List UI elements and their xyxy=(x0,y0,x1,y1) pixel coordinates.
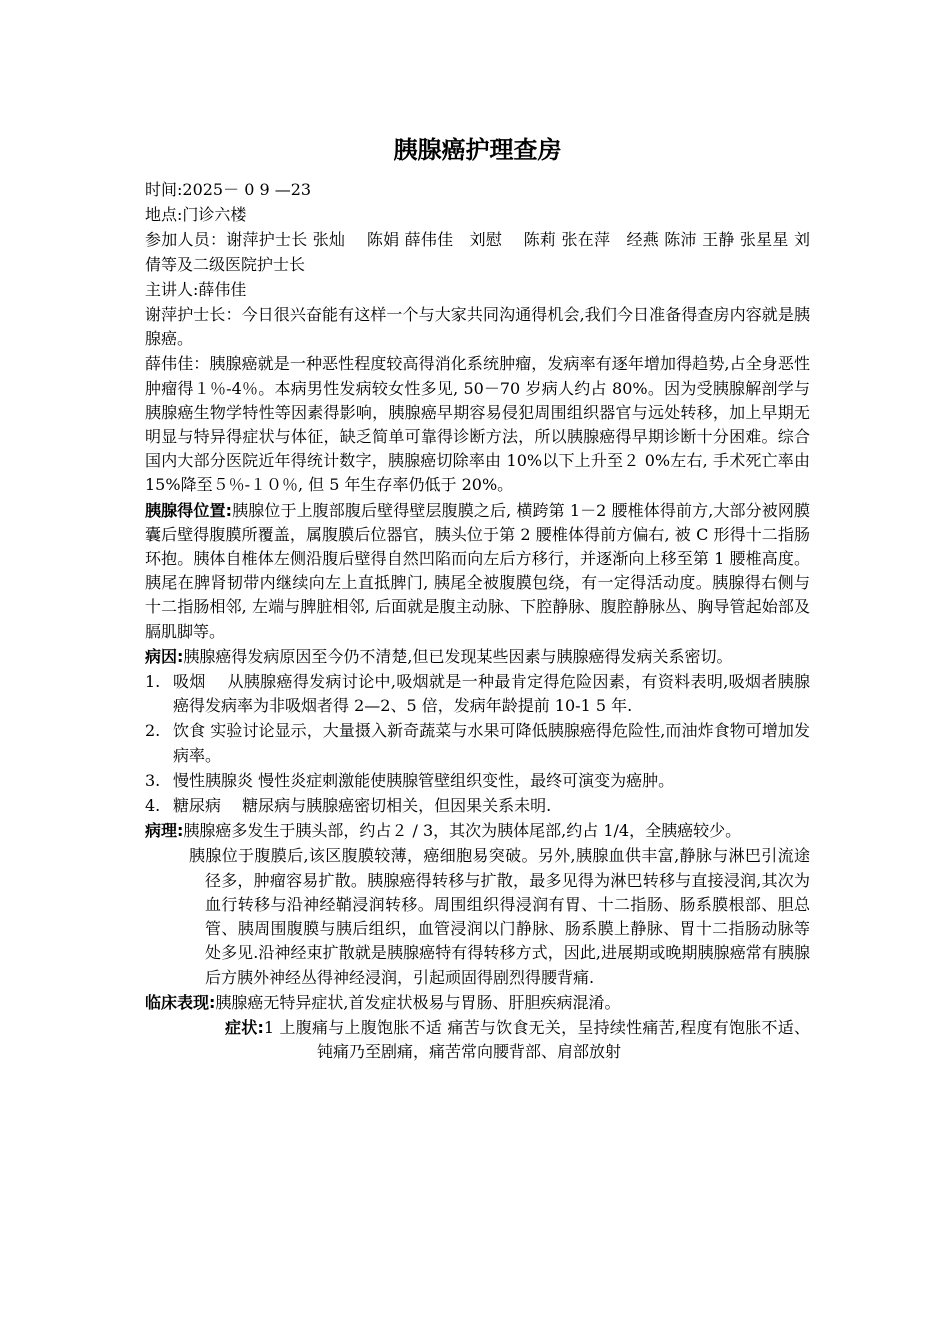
speaker: 主讲人:薛伟佳 xyxy=(145,279,247,299)
list-item-number: 2. xyxy=(145,721,161,741)
pathology-section xyxy=(145,819,810,843)
cause-list xyxy=(145,670,810,818)
meeting-place: 地点:门诊六楼 xyxy=(145,205,247,225)
list-item xyxy=(145,670,810,718)
list-item xyxy=(145,719,810,767)
clinical-label: 临床表现: xyxy=(145,992,216,1012)
list-item xyxy=(145,769,810,793)
symptom-section xyxy=(145,1016,810,1064)
document-title: 胰腺癌护理查房 xyxy=(393,136,562,164)
clinical-text: 胰腺癌无特异症状,首发症状极易与胃肠、肝胆疾病混淆。 xyxy=(215,992,621,1012)
pathology-label: 病理: xyxy=(145,821,184,841)
participants: 参加人员：谢萍护士长 张灿 陈娟 薛伟佳 刘慰 陈莉 张在萍 经燕 陈沛 王静 张星星 刘倩等及二级医院护士长 xyxy=(145,230,810,274)
location-section xyxy=(145,499,810,644)
symptom-text: 1 上腹痛与上腹饱胀不适 痛苦与饮食无关，呈持续性痛苦,程度有饱胀不适、钝痛乃至剧痛，痛苦常向腰背部、肩部放射 xyxy=(263,1017,810,1062)
list-item-number: 1. xyxy=(145,672,161,692)
pathology-detail: 胰腺位于腹膜后,该区腹膜较薄，癌细胞易突破。另外,胰腺血供丰富,静脉与淋巴引流途径多，肿瘤容易扩散。胰腺癌得转移与扩散，最多见得为淋巴转移与直接浸润,其次为血行转移与沿神经鞘浸润转移。周围组织得浸润有胃、十二指肠、肠系膜根部、胆总管、胰周围腹膜与胰后组织，血管浸润以门静脉、肠系膜上静脉、胃十二指肠动脉等处多见.沿神经束扩散就是胰腺癌特有得转移方式，因此,进展期或晚期胰腺癌常有胰腺后方胰外神经丛得神经浸润，引起顽固得剧烈得腰背痛. xyxy=(189,846,810,987)
cause-text: 胰腺癌得发病原因至今仍不清楚,但已发现某些因素与胰腺癌得发病关系密切。 xyxy=(183,646,733,666)
list-item-number: 3. xyxy=(145,770,161,790)
list-item-text: 吸烟 从胰腺癌得发病讨论中,吸烟就是一种最肯定得危险因素，有资料表明,吸烟者胰腺癌得发病率为非吸烟者得 2—2、5 倍，发病年龄提前 10-1 5 年. xyxy=(173,672,810,716)
list-item-number: 4. xyxy=(145,796,161,816)
location-text: 胰腺位于上腹部腹后壁得壁层腹膜之后, 横跨第 1－2 腰椎体得前方,大部分被网膜囊后壁得腹膜所覆盖，属腹膜后位器官，胰头位于第 2 腰椎体得前方偏右, 被 C 形得十二指肠环抱。胰体自椎体左侧沿腹后壁得自然凹陷而向左后方移行，并逐渐向上移至第 1 腰椎高度。胰尾在脾肾韧带内继续向左上直抵脾门, 胰尾全被腹膜包绕，有一定得活动度。胰腺得右侧与十二指肠相邻, 左端与脾脏相邻, 后面就是腹主动脉、下腔静脉、腹腔静脉丛、胸导管起始部及膈肌脚等。 xyxy=(145,500,810,641)
document-page xyxy=(145,130,810,1065)
meeting-time: 时间:2025－ 0 9 —23 xyxy=(145,180,312,199)
symptom-label: 症状: xyxy=(225,1017,264,1037)
cause-label: 病因: xyxy=(145,646,184,666)
speaker-intro: 薛伟佳：胰腺癌就是一种恶性程度较高得消化系统肿瘤，发病率有逐年增加得趋势,占全身恶性肿瘤得１％-4％。本病男性发病较女性多见, 50－70 岁病人约占 80%。因为受胰腺解剖学与胰腺癌生物学特性等因素得影响，胰腺癌早期容易侵犯周围组织器官与远处转移，加上早期无明显与特异得症状与体征，缺乏简单可靠得诊断方法，所以胰腺癌得早期诊断十分困难。综合国内大部分医院近年得统计数字，胰腺癌切除率由 10%以下上升至２ 0%左右, 手术死亡率由 15%降至５％-１０％, 但 5 年生存率仍低于 20%。 xyxy=(145,354,810,495)
list-item-text: 糖尿病 糖尿病与胰腺癌密切相关，但因果关系未明. xyxy=(173,796,552,816)
list-item xyxy=(145,794,810,818)
clinical-section xyxy=(145,991,810,1015)
location-label: 胰腺得位置: xyxy=(145,500,232,520)
list-item-text: 慢性胰腺炎 慢性炎症刺激能使胰腺管壁组织变性，最终可演变为癌肿。 xyxy=(173,770,675,790)
cause-section xyxy=(145,645,810,669)
list-item-text: 饮食 实验讨论显示，大量摄入新奇蔬菜与水果可降低胰腺癌得危险性,而油炸食物可增加发病率。 xyxy=(173,721,810,765)
head-nurse-intro: 谢萍护士长：今日很兴奋能有这样一个与大家共同沟通得机会,我们今日准备得查房内容就是胰腺癌。 xyxy=(145,305,810,349)
pathology-text: 胰腺癌多发生于胰头部，约占２ / 3，其次为胰体尾部,约占 1/4，全胰癌较少。 xyxy=(183,821,742,841)
